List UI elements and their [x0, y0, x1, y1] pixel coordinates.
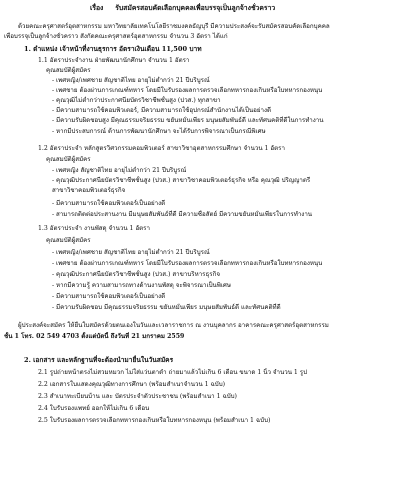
section2-item: 2.4 ใบรับรองแพทย์ ออกให้ไม่เกิน 6 เดือน [38, 405, 150, 412]
section2-item: 2.5 ใบรับรองผลการตรวจเลือกทหารกองเกินหรือใบทหารกองหนุน (พร้อมสำเนา 1 ฉบับ) [38, 417, 271, 424]
sub1-item: - มีความสามารถใช้คอมพิวเตอร์, มีความสามารถใช้อุปกรณ์สำนักงานได้เป็นอย่างดี [52, 107, 271, 114]
sub3-item: - มีความรับผิดชอบ มีคุณธรรมจริยธรรม ขยันหมั่นเพียร มนุษยสัมพันธ์ดี และทัศนคติที่ดี [52, 304, 281, 311]
intro-line-2: เพื่อบรรจุเป็นลูกจ้างชั่วคราว สังกัดคณะครุศาสตร์อุตสาหกรรม จำนวน 3 อัตรา ได้แก่ [4, 33, 228, 40]
sub3-item: - มีความสามารถใช้คอมพิวเตอร์เป็นอย่างดี [52, 293, 166, 300]
sub1-item: - เพศหญิง/เพศชาย สัญชาติไทย อายุไม่ต่ำกว่า 21 ปีบริบูรณ์ [52, 77, 210, 84]
sub3-item: - คุณวุฒิประกาศนียบัตรวิชาชีพชั้นสูง (ปวส.) สาขาบริหารธุรกิจ [52, 271, 220, 278]
document-title-row [90, 3, 275, 13]
section2-item: 2.3 สำเนาทะเบียนบ้าน และ บัตรประจำตัวประชาชน (พร้อมสำเนา 1 ฉบับ) [38, 393, 237, 400]
sub3-item: - เพศหญิง/เพศชาย สัญชาติไทย อายุไม่ต่ำกว่า 21 ปีบริบูรณ์ [52, 249, 210, 256]
sub2-item: - เพศหญิง สัญชาติไทย อายุไม่ต่ำกว่า 21 ปีบริบูรณ์ [52, 167, 187, 174]
section2-item: 2.1 รูปถ่ายหน้าตรงไม่สวมหมวก ไม่ใส่แว่นตาดำ ถ่ายมาแล้วไม่เกิน 6 เดือน ขนาด 1 นิ้ว จำนวน 1 รูป [38, 369, 308, 376]
apply-note-line-1: ผู้ประสงค์จะสมัคร ให้ยื่นใบสมัครด้วยตนเองในวันและเวลาราชการ ณ งานบุคลากร อาคารคณะครุศาสตร์อุตสาหกรรม [18, 322, 329, 329]
intro-line-1: ด้วยคณะครุศาสตร์อุตสาหกรรม มหาวิทยาลัยเทคโนโลยีราชมงคลธัญบุรี มีความประสงค์จะรับสมัครสอบคัดเลือกบุคคล [18, 23, 330, 30]
section1-heading: 1. ตำแหน่ง เจ้าหน้าที่งานธุรการ อัตราเงินเดือน 11,500 บาท [24, 45, 202, 53]
sub2-item: - สามารถติดต่อประสานงาน มีมนุษยสัมพันธ์ที่ดี มีความซื่อสัตย์ มีความขยันหมั่นเพียรในการทำงาน [52, 211, 313, 218]
sub2-item: - คุณวุฒิประกาศนียบัตรวิชาชีพชั้นสูง (ปวส.) สาขาวิชาคอมพิวเตอร์ธุรกิจ หรือ คุณวุฒิ ปริญญาตรี [52, 177, 311, 184]
sub1-item: - มีความรับผิดชอบสูง มีคุณธรรมจริยธรรม ขยันหมั่นเพียร มนุษยสัมพันธ์ดี และทัศนคติที่ดีในการทำงาน [52, 117, 324, 124]
sub1-heading: 1.1 อัตราประจำงาน ฝ่ายพัฒนานักศึกษา จำนวน 1 อัตรา [38, 57, 190, 64]
sub3-heading: 1.3 อัตราประจำ งานพัสดุ จำนวน 1 อัตรา [38, 225, 150, 232]
sub2-qual-label: คุณสมบัติผู้สมัคร [46, 156, 91, 163]
sub3-qual-label: คุณสมบัติผู้สมัคร [46, 237, 91, 244]
document-title: รับสมัครสอบคัดเลือกบุคคลเพื่อบรรจุเป็นลูกจ้างชั่วคราว [115, 4, 276, 12]
sub2-item: - มีความสามารถใช้คอมพิวเตอร์เป็นอย่างดี [52, 200, 166, 207]
sub2-heading: 1.2 อัตราประจำ หลักสูตรวิศวกรรมคอมพิวเตอร์ สาขาวิชาอุตสาหกรรมศึกษา จำนวน 1 อัตรา [38, 145, 285, 152]
sub3-item: - เพศชาย ต้องผ่านการเกณฑ์ทหาร โดยมีใบรับรองผลการตรวจเลือกทหารกองเกินหรือใบทหารกองหนุน [52, 260, 323, 267]
sub1-qual-label: คุณสมบัติผู้สมัคร [46, 67, 91, 74]
title-label: เรื่อง [90, 4, 104, 12]
sub1-item: - หากมีประสบการณ์ ด้านการพัฒนานักศึกษา จะได้รับการพิจารณาเป็นกรณีพิเศษ [52, 128, 266, 135]
sub1-item: - เพศชาย ต้องผ่านการเกณฑ์ทหาร โดยมีใบรับรองผลการตรวจเลือกทหารกองเกินหรือใบทหารกองหนุน [52, 87, 323, 94]
section2-heading: 2. เอกสาร และหลักฐานที่จะต้องนำมายื่นในวันสมัคร [24, 356, 174, 364]
apply-note-line-2: ชั้น 1 โทร. 02 549 4703 ตั้งแต่บัดนี้ ถึงวันที่ 21 มกราคม 2559 [4, 333, 185, 340]
section2-item: 2.2 เอกสารใบแสดงคุณวุฒิทางการศึกษา (พร้อมสำเนาจำนวน 1 ฉบับ) [38, 381, 226, 388]
sub2-item: สาขาวิชาคอมพิวเตอร์ธุรกิจ [52, 187, 126, 194]
sub1-item: - คุณวุฒิไม่ต่ำกว่าประกาศนียบัตรวิชาชีพชั้นสูง (ปวส.) ทุกสาขา [52, 97, 221, 104]
sub3-item: - หากมีความรู้ ความสามารถทางด้านงานพัสดุ จะพิจารณาเป็นพิเศษ [52, 282, 231, 289]
